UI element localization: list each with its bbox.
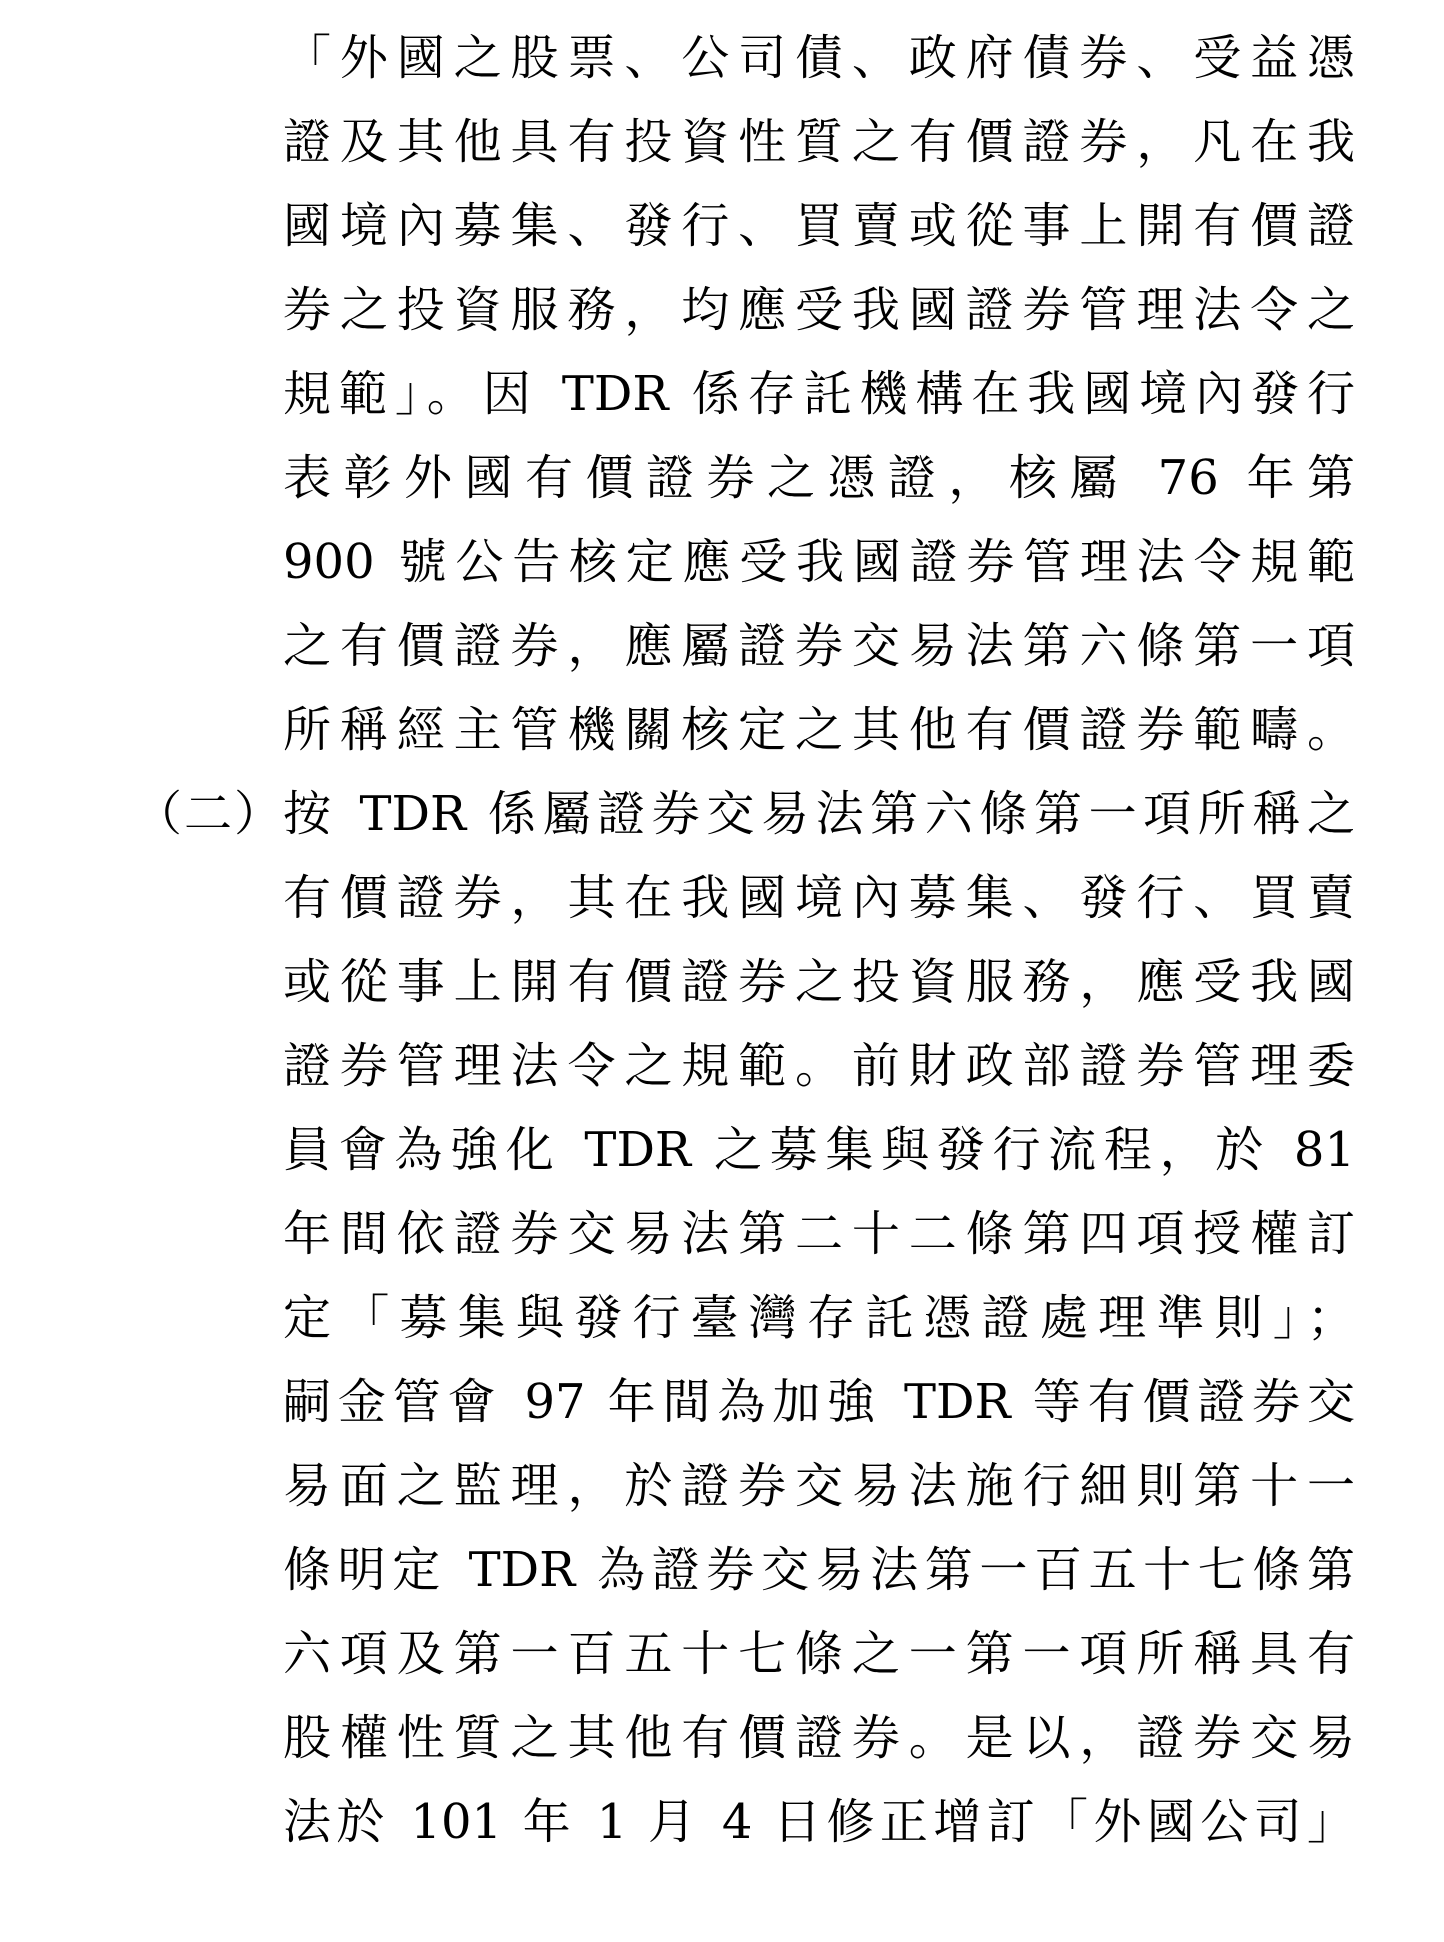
text-line: 國境內募集、發行、買賣或從事上開有價證 (283, 198, 1355, 254)
text-line: 「外國之股票、公司債、政府債券、受益憑 (283, 30, 1355, 86)
text-line: 六項及第一百五十七條之一第一項所稱具有 (283, 1626, 1355, 1682)
text-line: 員會為強化 TDR 之募集與發行流程，於 81 (283, 1122, 1355, 1178)
text-line: 易面之監理，於證券交易法施行細則第十一 (283, 1458, 1355, 1514)
text-line: 定「募集與發行臺灣存託憑證處理準則」； (283, 1290, 1355, 1346)
text-line: 條明定 TDR 為證券交易法第一百五十七條第 (283, 1542, 1355, 1598)
text-line: 所稱經主管機關核定之其他有價證券範疇。 (283, 702, 1355, 758)
text-line: 有價證券，其在我國境內募集、發行、買賣 (283, 870, 1355, 926)
text-line: 嗣金管會 97 年間為加強 TDR 等有價證券交 (283, 1374, 1355, 1430)
text-line: 券之投資服務，均應受我國證券管理法令之 (283, 282, 1355, 338)
text-line: 之有價證券，應屬證券交易法第六條第一項 (283, 618, 1355, 674)
text-line: 表彰外國有價證券之憑證，核屬 76 年第 (283, 450, 1355, 506)
text-line: 法於 101 年 1 月 4 日修正增訂「外國公司」 (283, 1794, 1355, 1850)
text-line: 證券管理法令之規範。前財政部證券管理委 (283, 1038, 1355, 1094)
text-line: 股權性質之其他有價證券。是以，證券交易 (283, 1710, 1355, 1766)
text-line: 按 TDR 係屬證券交易法第六條第一項所稱之 (283, 786, 1355, 842)
paragraph-marker: （二） (134, 786, 285, 842)
text-line: 規範」。因 TDR 係存託機構在我國境內發行 (283, 366, 1355, 422)
text-line: 或從事上開有價證券之投資服務，應受我國 (283, 954, 1355, 1010)
text-line: 證及其他具有投資性質之有價證券，凡在我 (283, 114, 1355, 170)
text-line: 900 號公告核定應受我國證券管理法令規範 (283, 534, 1355, 590)
text-line: 年間依證券交易法第二十二條第四項授權訂 (283, 1206, 1355, 1262)
